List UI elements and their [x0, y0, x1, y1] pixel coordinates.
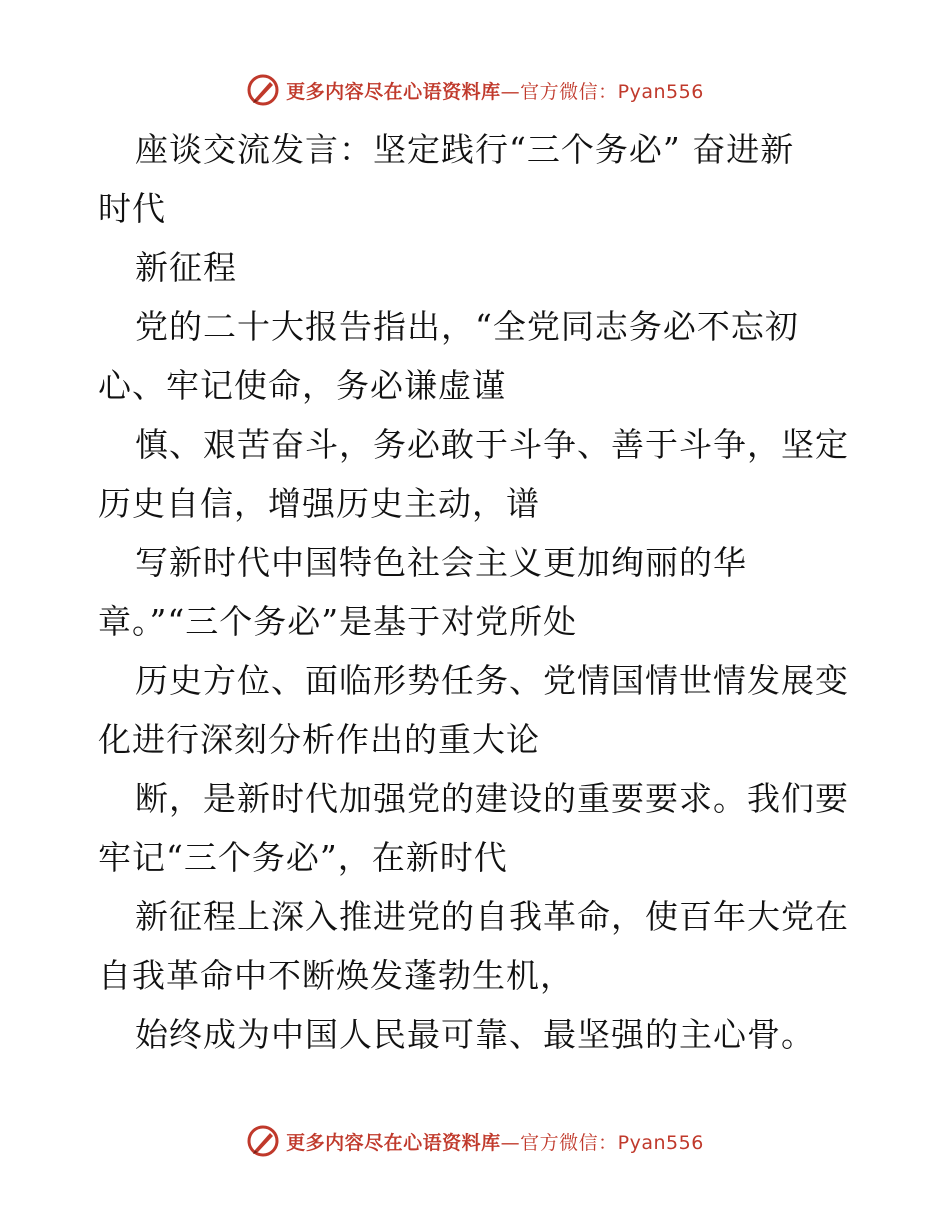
quill-logo-icon — [246, 73, 280, 107]
text-line: 党的二十大报告指出，“全党同志务必不忘初 — [135, 307, 799, 346]
text-line: 新征程上深入推进党的自我革命，使百年大党在 — [135, 897, 849, 936]
footer-watermark — [0, 1121, 950, 1161]
text-line: 慎、艰苦奋斗，务必敢于斗争、善于斗争，坚定 — [135, 425, 849, 464]
watermark-text: 更多内容尽在心语资料库—官方微信：Pyan556 — [286, 80, 704, 103]
text-line: 始终成为中国人民最可靠、最坚强的主心骨。 — [135, 1015, 815, 1054]
text-line: 历史方位、面临形势任务、党情国情世情发展变 — [135, 661, 849, 700]
quill-logo-icon — [246, 1124, 280, 1158]
text-line: 章。”“三个务必”是基于对党所处 — [98, 602, 578, 641]
text-line: 心、牢记使命，务必谦虚谨 — [98, 366, 506, 405]
text-line: 新征程 — [135, 248, 237, 287]
watermark-text: 更多内容尽在心语资料库—官方微信：Pyan556 — [286, 1131, 704, 1154]
text-line: 历史自信，增强历史主动，谱 — [98, 484, 540, 523]
text-line: 断，是新时代加强党的建设的重要要求。我们要 — [135, 779, 849, 818]
text-line: 化进行深刻分析作出的重大论 — [98, 720, 540, 759]
header-watermark — [0, 70, 950, 110]
text-line: 牢记“三个务必”，在新时代 — [98, 838, 508, 877]
text-line: 座谈交流发言：坚定践行“三个务必” 奋进新 — [135, 130, 795, 169]
text-line: 自我革命中不断焕发蓬勃生机， — [98, 956, 574, 995]
text-line: 写新时代中国特色社会主义更加绚丽的华 — [135, 543, 747, 582]
document-body — [98, 120, 858, 1064]
text-line: 时代 — [98, 189, 166, 228]
